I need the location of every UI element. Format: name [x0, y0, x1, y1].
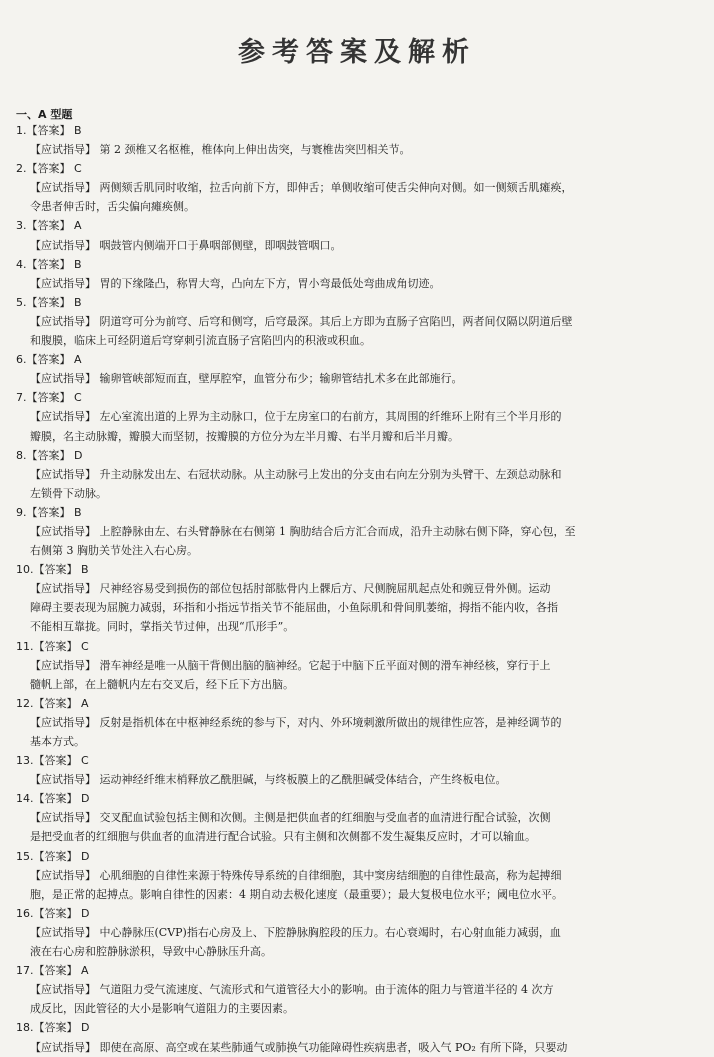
question-item [16, 961, 702, 1018]
answer-tag: 【答案】 [26, 391, 71, 405]
guide-line [30, 236, 702, 255]
guide-continuation: 液在右心房和腔静脉淤积，导致中心静脉压升高。 [30, 945, 272, 959]
answer-value: B [70, 295, 82, 309]
guide-text: 输卵管峡部短而直，壁厚腔窄，血管分布少；输卵管结扎术多在此部施行。 [96, 372, 463, 386]
question-item [16, 1018, 702, 1056]
question-item [16, 446, 702, 503]
answer-value: A [77, 964, 89, 978]
answer-tag: 【答案】 [26, 505, 71, 519]
answer-tag: 【答案】 [26, 353, 71, 367]
guide-continuation: 基本方式。 [30, 735, 85, 748]
question-item [16, 694, 702, 751]
answer-value: B [70, 505, 82, 519]
answer-tag: 【答案】 [26, 219, 71, 233]
guide-text: 咽鼓管内侧端开口于鼻咽部侧壁，即咽鼓管咽口。 [96, 238, 342, 252]
question-list [16, 121, 702, 1057]
question-number: 3. [16, 219, 27, 233]
answer-line [16, 694, 702, 713]
answer-value: C [77, 639, 89, 653]
answer-line [16, 789, 702, 808]
guide-tag: 【应试指导】 [30, 143, 96, 157]
question-number: 13. [16, 754, 34, 768]
question-number: 12. [16, 696, 34, 710]
guide-tag: 【应试指导】 [30, 811, 96, 825]
question-item [16, 159, 702, 216]
answer-value: A [70, 353, 82, 367]
guide-continuation: 成反比，因此管径的大小是影响气道阻力的主要因素。 [30, 1002, 294, 1016]
guide-tag: 【应试指导】 [30, 467, 96, 481]
question-number: 6. [16, 353, 27, 367]
guide-continuation: 是把受血者的红细胞与供血者的血清进行配合试验。只有主侧和次侧都不发生凝集反应时，才可以输血。 [30, 830, 536, 844]
answer-line [16, 751, 702, 770]
question-number: 11. [16, 639, 34, 653]
guide-continuation: 不能相互靠拢。同时，掌指关节过伸，出现“爪形手”。 [30, 620, 295, 634]
guide-tag: 【应试指导】 [30, 715, 96, 729]
answer-value: C [70, 391, 82, 405]
question-item [16, 216, 702, 254]
guide-tag: 【应试指导】 [30, 238, 96, 252]
question-item [16, 350, 702, 388]
guide-continuation: 右侧第 3 胸肋关节处注入右心房。 [30, 544, 198, 558]
answer-tag: 【答案】 [33, 1021, 78, 1035]
guide-text: 中心静脉压(CVP)指右心房及上、下腔静脉胸腔段的压力。右心衰竭时，右心射血能力减弱，血 [96, 925, 561, 939]
answer-value: C [70, 162, 82, 176]
guide-text: 尺神经容易受到损伤的部位包括肘部肱骨内上髁后方、尺侧腕屈肌起点处和豌豆骨外侧。运动 [96, 582, 551, 596]
guide-text: 两侧颏舌肌同时收缩，拉舌向前下方，即伸舌；单侧收缩可使舌尖伸向对侧。如一侧颏舌肌瘫痪， [96, 181, 573, 195]
answer-line [16, 503, 702, 522]
question-number: 5. [16, 295, 27, 309]
question-item [16, 293, 702, 350]
answer-tag: 【答案】 [33, 639, 78, 653]
answer-line [16, 560, 702, 579]
guide-tag: 【应试指导】 [30, 773, 96, 787]
guide-tag: 【应试指导】 [30, 410, 96, 424]
answer-line [16, 216, 702, 235]
question-number: 14. [16, 792, 34, 806]
answer-line [16, 159, 702, 178]
question-item [16, 904, 702, 961]
question-item [16, 560, 702, 636]
answer-tag: 【答案】 [26, 295, 71, 309]
guide-continuation: 胞，是正常的起搏点。影响自律性的因素：4 期自动去极化速度（最重要）；最大复极电位水平；阈电位水平。 [30, 887, 563, 901]
guide-line [30, 656, 702, 675]
answer-value: D [77, 1021, 90, 1035]
guide-text: 阴道穹可分为前穹、后穹和侧穹，后穹最深。其后上方即为直肠子宫陷凹，两者间仅隔以阴道后壁 [96, 314, 573, 328]
guide-line [30, 274, 702, 293]
answer-tag: 【答案】 [33, 792, 78, 806]
guide-line [30, 407, 702, 426]
guide-line [30, 980, 702, 999]
guide-tag: 【应试指导】 [30, 524, 96, 538]
guide-text: 气道阻力受气流速度、气流形式和气道管径大小的影响。由于流体的阻力与管道半径的 4 次方 [96, 983, 554, 997]
guide-line [30, 522, 702, 541]
guide-tag: 【应试指导】 [30, 314, 96, 328]
guide-line [30, 1038, 702, 1057]
guide-text: 心肌细胞的自律性来源于特殊传导系统的自律细胞，其中窦房结细胞的自律性最高，称为起搏细 [96, 868, 562, 882]
answer-value: B [70, 124, 82, 137]
guide-text: 反射是指机体在中枢神经系统的参与下，对内、外环境刺激所做出的规律性应答，是神经调节的 [96, 715, 562, 729]
guide-line [30, 866, 702, 885]
answer-value: D [77, 906, 90, 920]
answer-value: D [77, 792, 90, 806]
answer-tag: 【答案】 [26, 162, 71, 176]
question-number: 9. [16, 505, 27, 519]
question-number: 10. [16, 563, 34, 577]
answer-line [16, 121, 702, 140]
guide-line [30, 770, 702, 789]
guide-continuation: 和腹膜，临床上可经阴道后穹穿刺引流直肠子宫陷凹内的积液或积血。 [30, 334, 371, 348]
guide-continuation: 髓帆上部，在上髓帆内左右交叉后，经下丘下方出脑。 [30, 677, 294, 691]
answer-value: C [77, 754, 89, 768]
guide-tag: 【应试指导】 [30, 983, 96, 997]
question-number: 15. [16, 849, 34, 863]
answer-tag: 【答案】 [26, 448, 71, 462]
answer-line [16, 350, 702, 369]
answer-tag: 【答案】 [33, 906, 78, 920]
answer-line [16, 388, 702, 407]
guide-tag: 【应试指导】 [30, 658, 96, 672]
answer-line [16, 847, 702, 866]
page-title: 参考答案及解析 [238, 37, 476, 68]
answer-line [16, 255, 702, 274]
answer-line [16, 961, 702, 980]
question-number: 16. [16, 906, 34, 920]
question-number: 7. [16, 391, 27, 405]
guide-text: 滑车神经是唯一从脑干背侧出脑的脑神经。它起于中脑下丘平面对侧的滑车神经核，穿行于上 [96, 658, 551, 672]
answer-value: A [77, 696, 89, 710]
guide-tag: 【应试指导】 [30, 925, 96, 939]
guide-line [30, 312, 702, 331]
guide-tag: 【应试指导】 [30, 276, 96, 290]
question-number: 17. [16, 964, 34, 978]
guide-tag: 【应试指导】 [30, 868, 96, 882]
answer-tag: 【答案】 [33, 754, 78, 768]
guide-text: 运动神经纤维末梢释放乙酰胆碱，与终板膜上的乙酰胆碱受体结合，产生终板电位。 [96, 773, 507, 787]
answer-line [16, 904, 702, 923]
guide-line [30, 713, 702, 732]
question-item [16, 503, 702, 560]
guide-text: 交叉配血试验包括主侧和次侧。主侧是把供血者的红细胞与受血者的血清进行配合试验，次侧 [96, 811, 551, 825]
guide-text: 胃的下缘隆凸，称胃大弯，凸向左下方，胃小弯最低处弯曲成角切迹。 [96, 276, 441, 290]
question-item [16, 637, 702, 694]
guide-continuation: 令患者伸舌时，舌尖偏向瘫痪侧。 [30, 200, 195, 214]
question-item [16, 388, 702, 445]
answer-tag: 【答案】 [33, 964, 78, 978]
answer-tag: 【答案】 [26, 124, 71, 137]
guide-line [30, 465, 702, 484]
question-item [16, 121, 702, 159]
guide-continuation: 障碍主要表现为屈腕力减弱，环指和小指远节指关节不能屈曲，小鱼际肌和骨间肌萎缩，拇指不能内收，各指 [30, 601, 558, 615]
guide-tag: 【应试指导】 [30, 582, 96, 596]
question-item [16, 789, 702, 846]
answer-tag: 【答案】 [33, 696, 78, 710]
answer-line [16, 1018, 702, 1037]
question-number: 8. [16, 448, 27, 462]
guide-text: 左心室流出道的上界为主动脉口，位于左房室口的右前方，其周围的纤维环上附有三个半月形的 [96, 410, 562, 424]
answer-tag: 【答案】 [26, 257, 71, 271]
guide-tag: 【应试指导】 [30, 372, 96, 386]
answer-tag: 【答案】 [33, 849, 78, 863]
guide-text: 第 2 颈椎又名枢椎，椎体向上伸出齿突，与寰椎齿突凹相关节。 [96, 143, 411, 157]
question-item [16, 847, 702, 904]
section-heading: 一、A 型题 [16, 108, 73, 121]
guide-tag: 【应试指导】 [30, 181, 96, 195]
guide-text: 升主动脉发出左、右冠状动脉。从主动脉弓上发出的分支由右向左分别为头臂干、左颈总动脉和 [96, 467, 562, 481]
answer-line [16, 293, 702, 312]
guide-tag: 【应试指导】 [30, 1040, 96, 1054]
guide-text: 即使在高原、高空或在某些肺通气或肺换气功能障碍性疾病患者，吸入气 PO₂ 有所下降，只要动 [96, 1040, 568, 1054]
guide-line [30, 808, 702, 827]
question-number: 2. [16, 162, 27, 176]
guide-line [30, 178, 702, 197]
question-number: 1. [16, 124, 27, 137]
question-number: 18. [16, 1021, 34, 1035]
guide-line [30, 369, 702, 388]
question-number: 4. [16, 257, 27, 271]
question-item [16, 751, 702, 789]
guide-text: 上腔静脉由左、右头臂静脉在右侧第 1 胸肋结合后方汇合而成，沿升主动脉右侧下降，穿心包，至 [96, 524, 576, 538]
answer-tag: 【答案】 [33, 563, 78, 577]
guide-line [30, 579, 702, 598]
answer-line [16, 637, 702, 656]
answer-line [16, 446, 702, 465]
answer-value: D [70, 448, 83, 462]
answer-value: A [70, 219, 82, 233]
question-item [16, 255, 702, 293]
answer-value: B [70, 257, 82, 271]
answer-value: D [77, 849, 90, 863]
guide-line [30, 140, 702, 159]
guide-continuation: 左锁骨下动脉。 [30, 486, 107, 500]
guide-continuation: 瓣膜，名主动脉瓣，瓣膜大而坚韧，按瓣膜的方位分为左半月瓣、右半月瓣和后半月瓣。 [30, 429, 459, 443]
answer-value: B [77, 563, 89, 577]
guide-line [30, 923, 702, 942]
